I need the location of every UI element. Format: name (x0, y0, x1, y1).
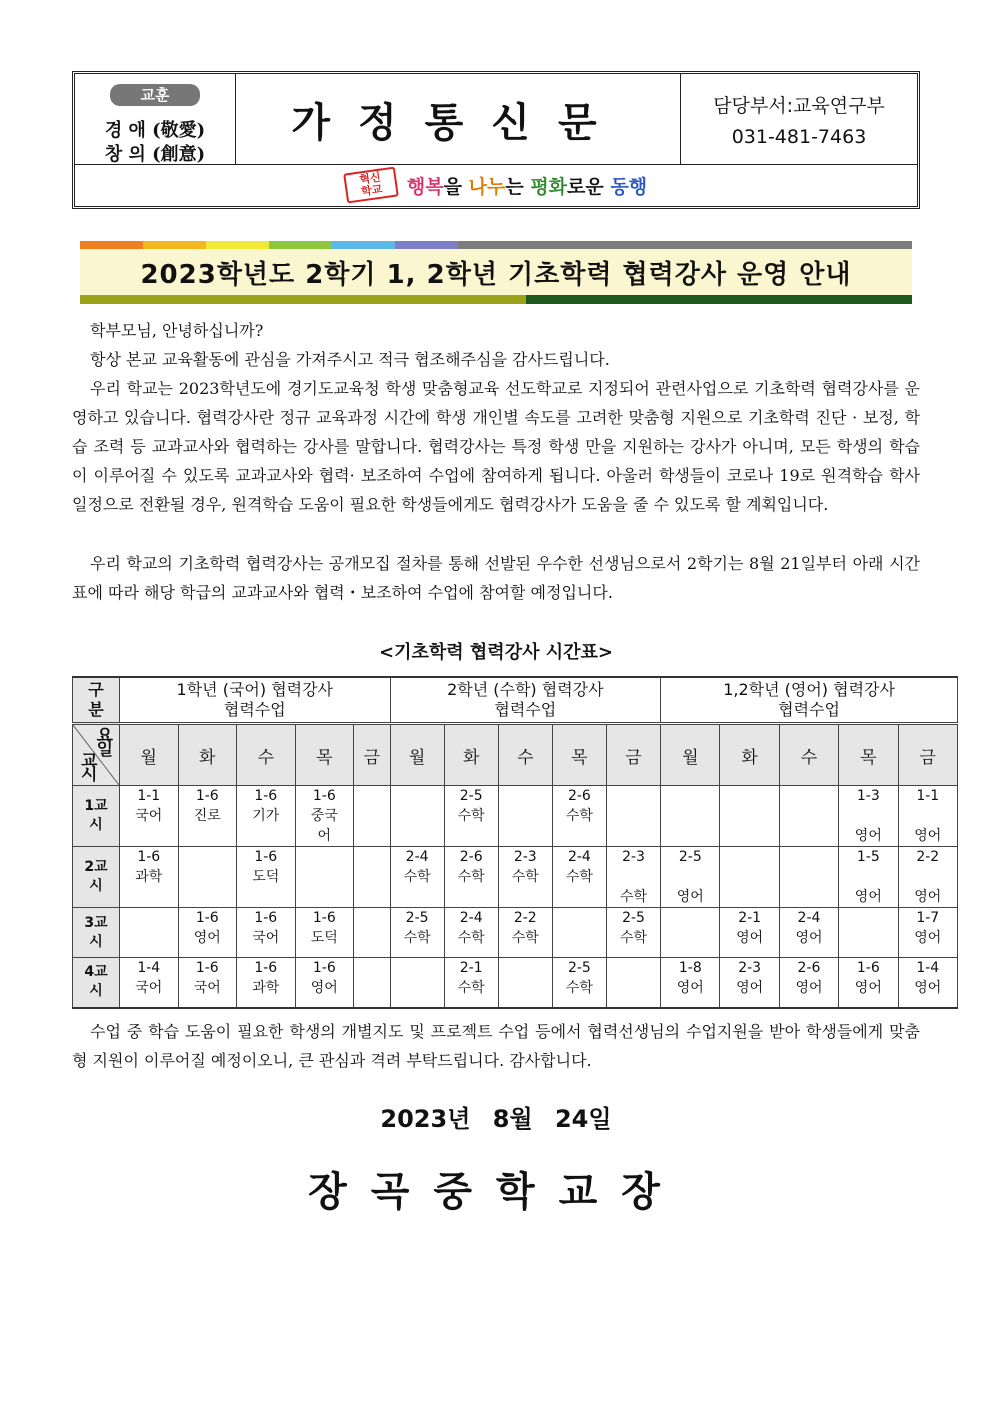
corner-category: 구 분 (73, 677, 120, 724)
day-header: 목 (552, 724, 606, 786)
stripe-segment (526, 295, 912, 304)
schedule-cell: 2-6 수학 (552, 786, 606, 847)
schedule-cell: 2-2 영어 (898, 847, 958, 908)
day-header: 화 (720, 724, 779, 786)
schedule-cell: 1-6 진로 (178, 786, 237, 847)
schedule-cell (552, 908, 606, 958)
day-header: 수 (237, 724, 296, 786)
motto-line-1: 경 애 (敬愛) (104, 120, 206, 141)
schedule-cell: 1-4 국어 (120, 958, 179, 1008)
period-label: 1교 시 (73, 786, 120, 847)
schedule-cell: 1-4 영어 (898, 958, 958, 1008)
motto-line-2: 창 의 (創意) (104, 144, 206, 165)
table-row (73, 786, 958, 847)
innovation-school-stamp-icon: 혁신 학교 (343, 167, 399, 204)
schedule-cell: 2-6 영어 (779, 958, 838, 1008)
schedule-cell (354, 908, 390, 958)
schedule-cell: 2-1 수학 (444, 958, 498, 1008)
schedule-cell: 1-5 영어 (839, 847, 898, 908)
schedule-cell: 1-6 국어 (237, 908, 296, 958)
schedule-cell: 2-5 수학 (606, 908, 660, 958)
schedule-cell: 1-6 국어 (178, 958, 237, 1008)
schedule-cell: 2-4 영어 (779, 908, 838, 958)
paragraph-2: 우리 학교는 2023학년도에 경기도교육청 학생 맞춤형교육 선도학교로 지정되어 관련사업으로 기초학력 협력강사를 운영하고 있습니다. 협력강사란 정규 교육과정 시간에 학생 개인별 속도를 고려한 맞춤형 지원으로 기초학력 진단 · 보정, 학습 조력 등 교과교사와 협력하는 강사를 말합니다. 협력강사는 특정 학생 만을 지원하는 강사가 아니며, 모든 학생의 학습이 이루어질 수 있도록 교과교사와 협력· 보조하여 수업에 참여하게 됩니다. 아울러 학생들이 코로나 19로 원격학습 학사일정으로 전환될 경우, 원격학습 도움이 필요한 학생들에게도 협력강사가 도움을 줄 수 있도록 할 계획입니다. (72, 379, 920, 514)
day-header: 금 (606, 724, 660, 786)
schedule-cell: 1-1 국어 (120, 786, 179, 847)
day-header: 월 (390, 724, 444, 786)
day-header: 화 (444, 724, 498, 786)
schedule-cell: 1-6 도덕 (237, 847, 296, 908)
schedule-cell: 2-4 수학 (444, 908, 498, 958)
day-header: 목 (295, 724, 354, 786)
phone-number: 031-481-7463 (731, 125, 867, 148)
schedule-cell (606, 958, 660, 1008)
schedule-cell: 2-3 수학 (606, 847, 660, 908)
schedule-cell: 2-4 수학 (552, 847, 606, 908)
day-header: 수 (498, 724, 552, 786)
stripe-segment (458, 241, 912, 249)
issue-date: 2023년 8월 24일 (380, 1105, 612, 1133)
school-motto (75, 74, 236, 164)
day-header: 월 (661, 724, 720, 786)
department: 담당부서:교육연구부 (713, 94, 885, 117)
stripe-segment (143, 241, 206, 249)
day-header: 금 (898, 724, 958, 786)
greeting: 학부모님, 안녕하십니까? (90, 321, 264, 340)
schedule-cell: 1-3 영어 (839, 786, 898, 847)
grade-group-header: 2학년 (수학) 협력강사 협력수업 (390, 677, 661, 724)
schedule-cell (390, 958, 444, 1008)
schedule-cell (120, 908, 179, 958)
schedule-cell (606, 786, 660, 847)
slogan-part: 나누 (468, 175, 506, 198)
day-header: 금 (354, 724, 390, 786)
day-header: 월 (120, 724, 179, 786)
banner-color-stripe-top (80, 241, 912, 249)
stripe-segment (80, 241, 143, 249)
paragraph-1: 항상 본교 교육활동에 관심을 가져주시고 적극 협조해주심을 감사드립니다. (90, 350, 610, 369)
schedule-cell: 1-6 과학 (120, 847, 179, 908)
schedule-cell: 2-5 수학 (552, 958, 606, 1008)
schedule-cell (354, 786, 390, 847)
motto-badge: 교훈 (110, 84, 200, 106)
period-label: 4교 시 (73, 958, 120, 1008)
grade-group-header: 1학년 (국어) 협력강사 협력수업 (120, 677, 391, 724)
schedule-cell: 2-3 영어 (720, 958, 779, 1008)
slogan-part: 을 (443, 175, 469, 198)
period-label: 3교 시 (73, 908, 120, 958)
schedule-cell: 1-6 도덕 (295, 908, 354, 958)
schedule-cell (498, 786, 552, 847)
schedule-cell: 2-1 영어 (720, 908, 779, 958)
schedule-cell: 1-6 과학 (237, 958, 296, 1008)
day-header: 목 (839, 724, 898, 786)
table-row (73, 847, 958, 908)
stripe-segment (332, 241, 395, 249)
schedule-cell (354, 958, 390, 1008)
grade-group-header: 1,2학년 (영어) 협력강사 협력수업 (661, 677, 958, 724)
schedule-cell: 2-2 수학 (498, 908, 552, 958)
slogan-part: 동행 (610, 175, 648, 198)
table-row (73, 958, 958, 1008)
stripe-segment (395, 241, 458, 249)
paragraph-3: 우리 학교의 기초학력 협력강사는 공개모집 절차를 통해 선발된 우수한 선생님으로서 2학기는 8월 21일부터 아래 시간표에 따라 해당 학급의 교과교사와 협력・보조하여 수업에 참여할 예정입니다. (72, 554, 920, 602)
schedule-cell (720, 847, 779, 908)
schedule-cell (779, 786, 838, 847)
schedule-cell: 2-3 수학 (498, 847, 552, 908)
schedule-cell (354, 847, 390, 908)
stripe-segment (80, 295, 526, 304)
stripe-segment (269, 241, 332, 249)
schedule-table (72, 676, 958, 1009)
school-slogan (407, 172, 647, 199)
paragraph-4: 수업 중 학습 도움이 필요한 학생의 개별지도 및 프로젝트 수업 등에서 협력선생님의 수업지원을 받아 학생들에게 맞춤형 지원이 이루어질 예정이오니, 큰 관심과 격려 부탁드립니다. 감사합니다. (72, 1022, 920, 1070)
newsletter-header (72, 71, 920, 209)
schedule-cell (498, 958, 552, 1008)
schedule-cell: 1-6 영어 (178, 908, 237, 958)
schedule-cell: 2-5 수학 (444, 786, 498, 847)
stripe-segment (206, 241, 269, 249)
notice-title: 2023학년도 2학기 1, 2학년 기초학력 협력강사 운영 안내 (80, 249, 912, 295)
schedule-cell: 1-6 기가 (237, 786, 296, 847)
schedule-cell: 1-6 중국 어 (295, 786, 354, 847)
schedule-cell (779, 847, 838, 908)
table-row (73, 908, 958, 958)
schedule-cell: 2-5 영어 (661, 847, 720, 908)
schedule-cell: 2-4 수학 (390, 847, 444, 908)
schedule-cell (178, 847, 237, 908)
slogan-part: 로운 (567, 175, 611, 198)
schedule-cell (720, 786, 779, 847)
schedule-cell (295, 847, 354, 908)
schedule-cell: 1-8 영어 (661, 958, 720, 1008)
schedule-cell: 1-7 영어 (898, 908, 958, 958)
schedule-cell: 2-6 수학 (444, 847, 498, 908)
schedule-cell (661, 908, 720, 958)
day-header: 수 (779, 724, 838, 786)
slogan-part: 는 (505, 175, 531, 198)
schedule-cell: 1-1 영어 (898, 786, 958, 847)
schedule-cell (390, 786, 444, 847)
slogan-row (75, 164, 917, 206)
schedule-cell (839, 908, 898, 958)
slogan-part: 평화 (530, 175, 568, 198)
schedule-cell: 1-6 영어 (295, 958, 354, 1008)
slogan-part: 행복 (406, 175, 444, 198)
principal-signature: 장곡중학교장 (308, 1169, 684, 1215)
schedule-cell: 2-5 수학 (390, 908, 444, 958)
banner-color-stripe-bottom (80, 295, 912, 304)
schedule-cell (661, 786, 720, 847)
period-label: 2교 시 (73, 847, 120, 908)
table-caption: <기초학력 협력강사 시간표> (379, 642, 613, 663)
newsletter-title: 가정통신문 (291, 99, 625, 146)
schedule-cell: 1-6 영어 (839, 958, 898, 1008)
corner-day-period: 요 일 교 시 (73, 724, 120, 786)
day-header: 화 (178, 724, 237, 786)
